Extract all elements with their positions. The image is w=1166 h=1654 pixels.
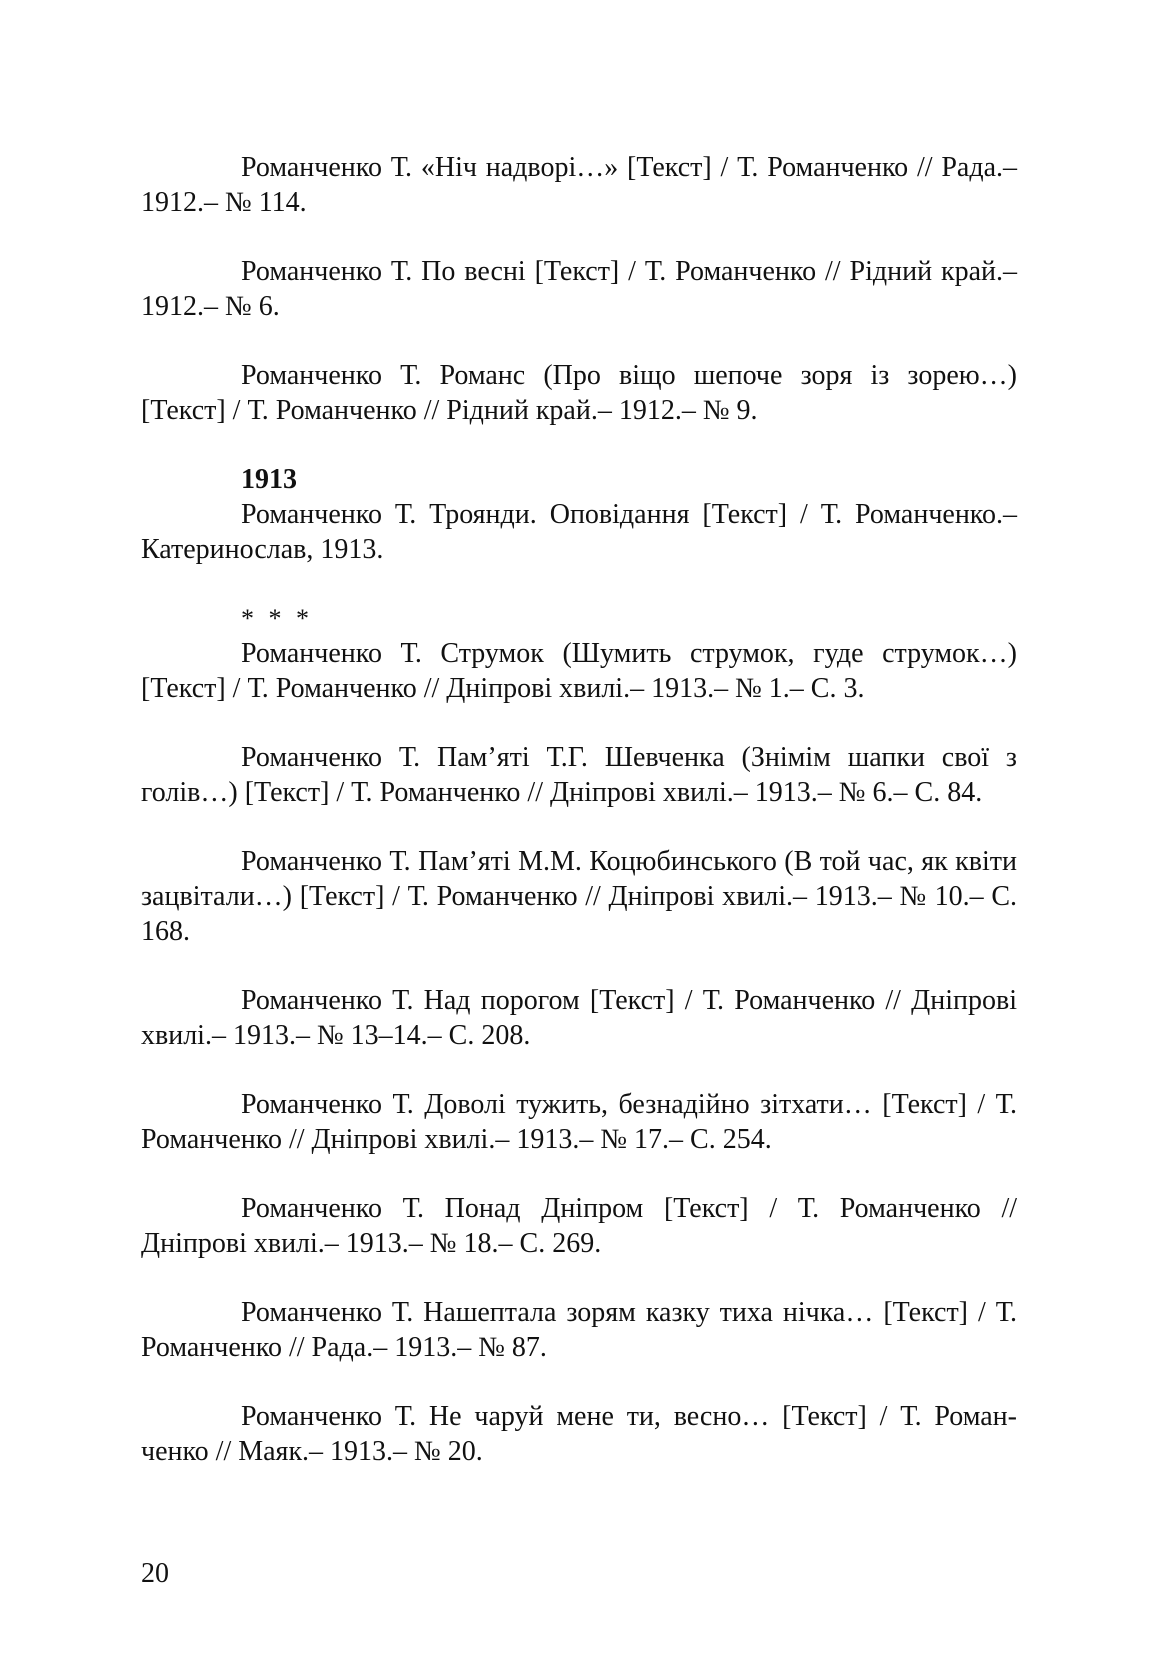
bibliography-entry: Романченко Т. Доволі тужить, безнадійно зітхати… [Текст] / Т. Романченко // Дніпрові хвилі.– 1913.– № 17.– С. 254. — [141, 1089, 1017, 1155]
bibliography-entry: Романченко Т. Над порогом [Текст] / Т. Романченко // Дніпрові хвилі.– 1913.– № 13–14.– С. 208. — [141, 985, 1017, 1051]
section-separator: * * * — [241, 604, 313, 633]
bibliography-entry: Романченко Т. Струмок (Шумить струмок, гуде струмок…) [Текст] / Т. Романченко // Дніпрові хвилі.– 1913.– № 1.– С. 3. — [141, 638, 1017, 704]
bibliography-column — [141, 150, 1017, 1503]
page-number: 20 — [141, 1558, 169, 1589]
bibliography-entry: Романченко Т. «Ніч надворі…» [Текст] / Т. Романченко // Рада.– 1912.– № 114. — [141, 152, 1017, 218]
bibliography-entry: Романченко Т. Не чаруй мене ти, весно… [Текст] / Т. Романченко // Маяк.– 1913.– № 20. — [141, 1401, 1017, 1467]
bibliography-entry: Романченко Т. Понад Дніпром [Текст] / Т. Романченко // Дніпрові хвилі.– 1913.– № 18.– С. 269. — [141, 1193, 1017, 1259]
year-heading: 1913 — [241, 464, 297, 495]
bibliography-entry: Романченко Т. Романс (Про віщо шепоче зоря із зорею…) [Текст] / Т. Романченко // Рідний край.– 1912.– № 9. — [141, 360, 1017, 426]
bibliography-entry: Романченко Т. По весні [Текст] / Т. Романченко // Рідний край.– 1912.– № 6. — [141, 256, 1017, 322]
bibliography-entry: Романченко Т. Пам’яті М.М. Коцюбинського (В той час, як квіти зацвітали…) [Текст] / Т. Романченко // Дніпрові хвилі.– 1913.– № 10.– С. 168. — [141, 846, 1017, 947]
bibliography-entry: Романченко Т. Троянди. Оповідання [Текст] / Т. Романченко.– Катеринослав, 1913. — [141, 499, 1017, 565]
bibliography-entry: Романченко Т. Нашептала зорям казку тиха нічка… [Текст] / Т. Романченко // Рада.– 1913.– № 87. — [141, 1297, 1017, 1363]
bibliography-entry: Романченко Т. Пам’яті Т.Г. Шевченка (Знімім шапки свої з голів…) [Текст] / Т. Романченко // Дніпрові хвилі.– 1913.– № 6.– С. 84. — [141, 742, 1017, 808]
